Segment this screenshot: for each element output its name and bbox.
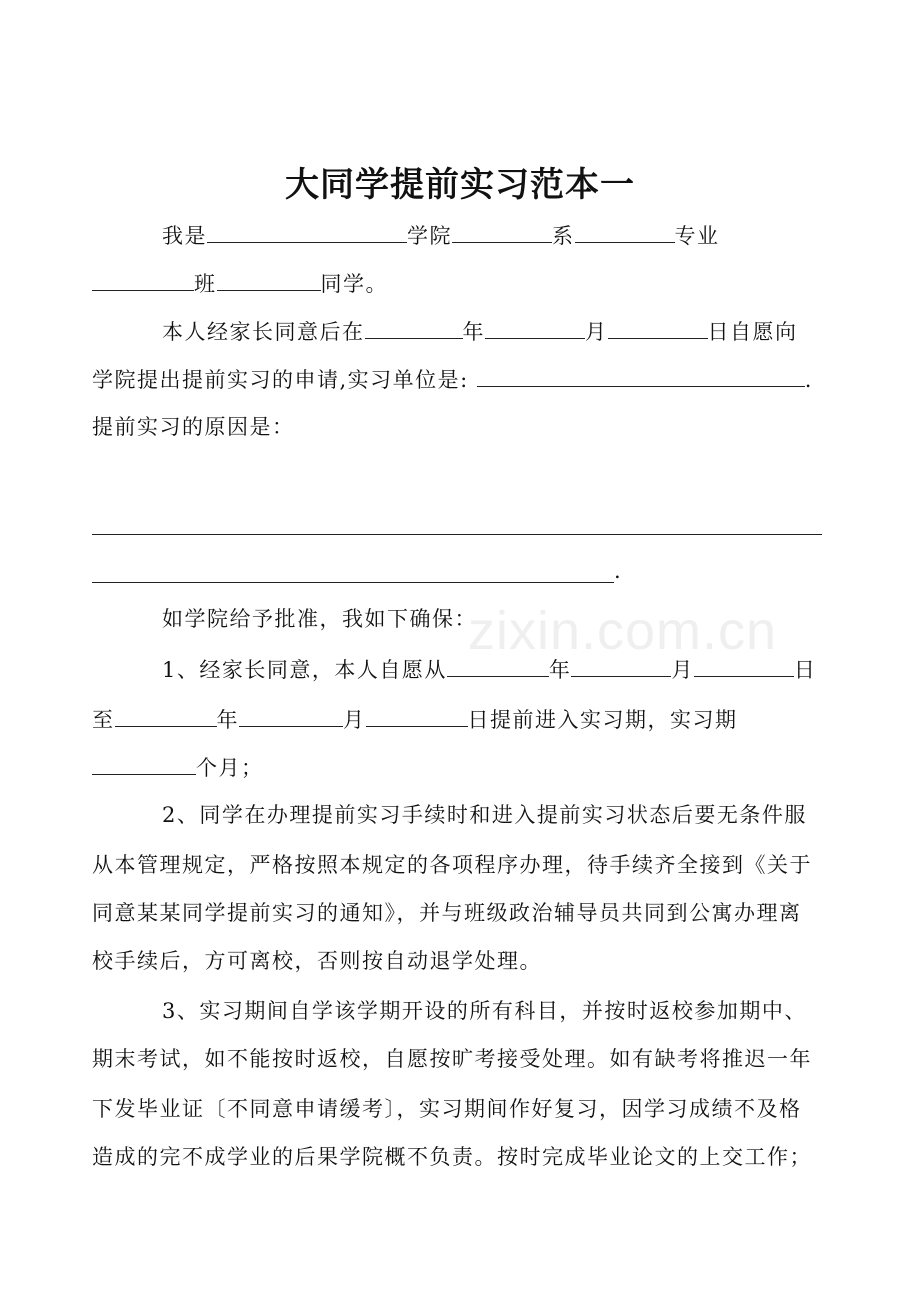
guarantee-2-line-3: 同意某某同学提前实习的通知》，并与班级政治辅导员共同到公寓办理离 xyxy=(92,901,802,925)
text-parent-consent: 本人经家长同意后在 xyxy=(162,320,365,344)
text-year: 年 xyxy=(462,320,485,344)
class-line xyxy=(92,268,388,299)
blank-year[interactable] xyxy=(365,316,463,339)
blank-class[interactable] xyxy=(92,268,194,291)
text-start-month: 月 xyxy=(671,658,694,682)
blank-end-day[interactable] xyxy=(366,704,468,727)
blank-college[interactable] xyxy=(207,220,407,243)
text-month: 月 xyxy=(585,320,608,344)
text-wo-shi: 我是 xyxy=(162,224,207,248)
text-end-year: 年 xyxy=(216,708,239,732)
text-start-year: 年 xyxy=(548,658,572,682)
guarantee-2-line-2: 从本管理规定，严格按照本规定的各项程序办理，待手续齐全接到《关于 xyxy=(92,853,812,877)
blank-day[interactable] xyxy=(608,316,708,339)
text-department: 系 xyxy=(552,224,575,248)
guarantee-2-line-4: 校手续后，方可离校，否则按自动退学处理。 xyxy=(92,949,542,973)
text-months: 个月； xyxy=(196,756,264,780)
reason-end-period: . xyxy=(614,559,623,583)
text-end-day: 日提前进入实习期，实习期 xyxy=(467,708,738,732)
text-end-month: 月 xyxy=(343,708,366,732)
blank-internship-unit[interactable] xyxy=(477,364,805,387)
guarantee-1-line-2 xyxy=(92,704,738,735)
blank-major[interactable] xyxy=(575,220,675,243)
text-class: 班 xyxy=(194,272,217,296)
text-guarantee-1: 1、经家长同意，本人自愿从 xyxy=(162,658,447,682)
text-application: 学院提出提前实习的申请,实习单位是: xyxy=(92,368,469,392)
guarantee-3-line-2: 期末考试，如不能按时返校，自愿按旷考接受处理。如有缺考将推迟一年 xyxy=(92,1047,812,1071)
blank-student[interactable] xyxy=(217,268,321,291)
text-college: 学院 xyxy=(407,224,452,248)
blank-months[interactable] xyxy=(92,752,196,775)
guarantee-2-line-1: 2、同学在办理提前实习手续时和进入提前实习状态后要无条件服 xyxy=(162,803,807,827)
reason-blank-line-2[interactable] xyxy=(92,582,614,583)
text-start-day: 日 xyxy=(793,658,817,682)
reason-blank-line-1[interactable] xyxy=(92,534,822,535)
text-to: 至 xyxy=(92,708,115,732)
student-info-line xyxy=(162,220,720,251)
text-period: . xyxy=(804,368,813,392)
date-application-line xyxy=(162,316,798,347)
internship-unit-line xyxy=(92,364,813,395)
guarantee-1-line-3 xyxy=(92,752,264,783)
blank-month[interactable] xyxy=(485,316,585,339)
guarantee-3-line-3: 下发毕业证〔不同意申请缓考〕，实习期间作好复习，因学习成绩不及格 xyxy=(92,1097,802,1121)
guarantee-3-line-4: 造成的完不成学业的后果学院概不负责。按时完成毕业论文的上交工作； xyxy=(92,1145,812,1169)
guarantee-intro: 如学院给予批准，我如下确保： xyxy=(162,607,477,631)
document-title: 大同学提前实习范本一 xyxy=(285,165,635,205)
blank-end-year[interactable] xyxy=(115,704,217,727)
watermark: zixin.com.cn xyxy=(468,601,778,661)
reason-label: 提前实习的原因是： xyxy=(92,415,295,439)
blank-department[interactable] xyxy=(452,220,552,243)
text-student: 同学。 xyxy=(320,272,388,296)
blank-end-month[interactable] xyxy=(239,704,343,727)
guarantee-3-line-1: 3、实习期间自学该学期开设的所有科目，并按时返校参加期中、 xyxy=(162,999,807,1023)
text-day-voluntary: 日自愿向 xyxy=(707,320,798,344)
text-major: 专业 xyxy=(674,224,720,248)
